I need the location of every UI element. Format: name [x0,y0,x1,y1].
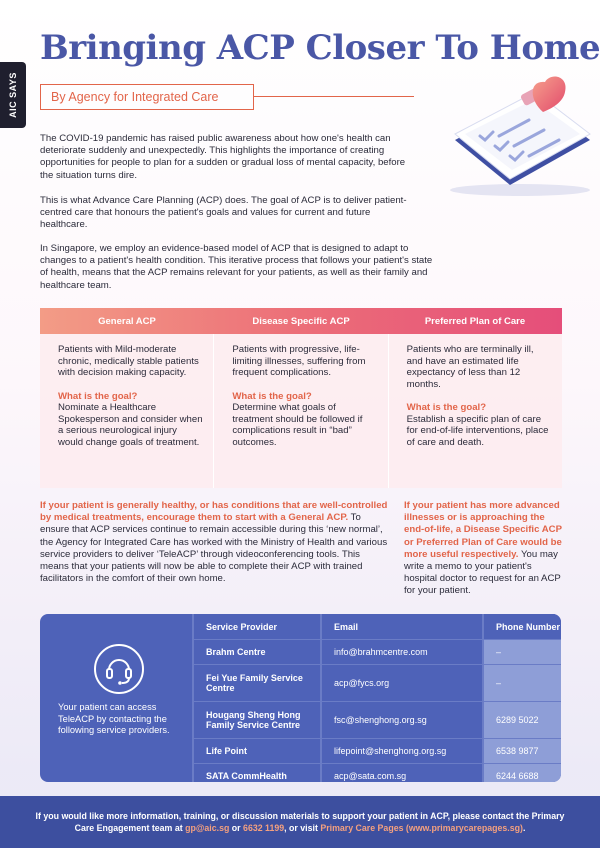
table-row [193,702,561,739]
page-title: Bringing ACP Closer To Home [40,28,600,68]
provider-phone: 6538 9877 [483,739,561,764]
footer-email-link[interactable]: gp@aic.sg [185,823,230,833]
provider-phone: – [483,665,561,702]
intro-paragraph-3: In Singapore, we employ an evidence-based model of ACP that is designed to adapt to changes to a patient's health condition. This iterative process that follows your patient's state of health, means that the ACP remains relevant for your patients, as well as their family and healthcare team. [40,243,433,291]
teleacp-intro-text: Your patient can access TeleACP by contacting the following service providers. [58,702,170,735]
general-acp-goal-heading: What is the goal? [58,390,138,402]
provider-name: Brahm Centre [193,640,321,665]
footer-phone: 6632 1199 [243,823,285,833]
preferred-plan-description: Patients who are terminally ill, and have an estimated life expectancy of less than 12 months. [406,344,534,390]
byline-box [40,84,254,110]
disease-specific-goal-heading: What is the goal? [232,390,312,402]
provider-name: SATA CommHealth [193,764,321,783]
intro-paragraph-1: The COVID-19 pandemic has raised public awareness about how one's health can deteriorate suddenly and unexpectedly. This highlights the importance of creating opportunities for people to plan for a sudden or gradual loss of mental capacity, before the situation turns dire. [40,133,406,181]
provider-name: Life Point [193,739,321,764]
provider-email: acp@fycs.org [321,665,483,702]
provider-table-header [193,614,561,640]
header-service-provider: Service Provider [193,614,321,640]
provider-phone: 6289 5022 [483,702,561,739]
provider-email: acp@sata.com.sg [321,764,483,783]
footer-line-2 [75,822,526,834]
provider-table [192,614,561,782]
memo-advice: You may write a memo to your patient's hospital doctor to request for an ACP for your patient. [404,548,561,597]
disease-specific-column [213,334,387,488]
col-heading-general-acp: General ACP [98,315,156,327]
provider-name: Hougang Sheng Hong Family Service Centre [193,702,321,739]
byline-rule [254,96,414,97]
disease-specific-description: Patients with progressive, life-limiting illnesses, suffering from frequent complications. [232,344,366,378]
aic-says-tab [0,62,26,128]
provider-phone: 6244 6688 [483,764,561,783]
general-acp-description: Patients with Mild-moderate chronic, medically stable patients with decision making capacity. [58,344,199,378]
advanced-illness-highlight: If your patient has more advanced illnesses or is approaching the end-of-life, a Disease Specific ACP or Preferred Plan of Care would be more useful respectively. [404,500,562,560]
footer-line-1: If you would like more information, training, or discussion materials to support your patient in ACP, please contact the Primary [35,811,565,821]
table-row [193,665,561,702]
provider-phone: – [483,640,561,665]
table-row [193,739,561,764]
comparison-body-row [40,334,562,488]
preferred-plan-goal-heading: What is the goal? [406,402,487,413]
intro-paragraph-2: This is what Advance Care Planning (ACP) does. The goal of ACP is to deliver patient-centred care that honours the patient's goals and values for current and future healthcare. [40,195,407,231]
clipboard-heart-illustration [425,70,595,200]
provider-email: info@brahmcentre.com [321,640,483,665]
preferred-plan-column [388,334,562,488]
general-acp-goal: Nominate a Healthcare Spokesperson and consider when a serious neurological injury would change goals of treatment. [58,402,203,448]
teleacp-explanation: To ensure that ACP services continue to remain accessible during this ‘new normal’, the Agency for Integrated Care has worked with the Ministry of Health and various service providers to deliver ‘TeleACP’ through videoconferencing tools. This means that your patients will now be able to complete their ACP with trained facilitators in the comfort of their own home. [40,512,388,585]
header-phone-number: Phone Number [483,614,561,640]
teleacp-intro [40,614,192,782]
footer-text: . [522,823,526,833]
provider-name: Fei Yue Family Service Centre [193,665,321,702]
provider-email: fsc@shenghong.org.sg [321,702,483,739]
provider-email: lifepoint@shenghong.org.sg [321,739,483,764]
general-acp-recommendation [40,500,390,585]
byline-text: By Agency for Integrated Care [51,90,219,104]
table-row [193,764,561,783]
service-provider-panel [40,614,561,782]
header-email: Email [321,614,483,640]
col-heading-disease-specific-acp: Disease Specific ACP [252,315,350,327]
general-acp-highlight: If your patient is generally healthy, or has conditions that are well-controlled by medical treatments, encourage them to start with a General ACP. [40,500,388,524]
comparison-header-row [40,308,562,334]
disease-specific-goal: Determine what goals of treatment should be followed if complications result in “bad” outcomes. [232,402,363,448]
acp-comparison-table [40,308,562,488]
preferred-plan-goal: Establish a specific plan of care for end-of-life interventions, place of care and death. [406,413,549,448]
footer-text: or [229,823,244,833]
advanced-illness-recommendation [404,500,564,598]
col-heading-preferred-plan: Preferred Plan of Care [424,315,526,327]
primary-care-pages-link[interactable]: Primary Care Pages (www.primarycarepages.sg) [320,823,523,833]
aic-says-label: AIC SAYS [8,72,18,118]
footer-text: Care Engagement team at [74,823,186,833]
contact-footer [0,796,600,848]
footer-text: , or visit [284,823,321,833]
headset-icon [94,644,144,694]
general-acp-column [40,334,213,488]
table-row [193,640,561,665]
